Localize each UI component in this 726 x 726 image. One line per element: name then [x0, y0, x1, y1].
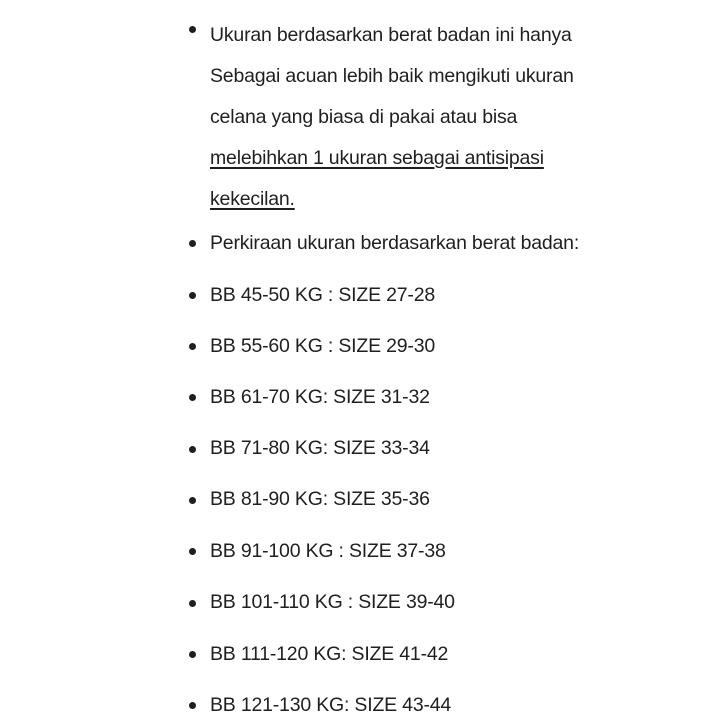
size-row-text: BB 121-130 KG: SIZE 43-44 — [210, 694, 452, 716]
intro-line-5-underlined: kekecilan. — [210, 188, 295, 210]
intro-line-2: Sebagai acuan lebih baik mengikuti ukuran — [210, 65, 574, 87]
size-row-text: BB 111-120 KG: SIZE 41-42 — [210, 643, 449, 665]
intro-line-4-underlined: melebihkan 1 ukuran sebagai antisipasi — [210, 147, 544, 169]
bullet-dot — [189, 446, 196, 453]
bullet-dot — [189, 292, 196, 299]
size-row-text: BB 91-100 KG : SIZE 37-38 — [210, 540, 446, 562]
bullet-dot — [189, 343, 196, 350]
intro-note-text — [210, 15, 574, 220]
bullet-dot — [189, 240, 196, 247]
size-row-text: BB 81-90 KG: SIZE 35-36 — [210, 488, 430, 510]
bullet-dot — [189, 702, 196, 709]
bullet-dot — [189, 651, 196, 658]
bullet-dot — [189, 497, 196, 504]
size-row-text: BB 45-50 KG : SIZE 27-28 — [210, 284, 435, 306]
size-row-text: BB 71-80 KG: SIZE 33-34 — [210, 437, 430, 459]
bullet-dot — [189, 548, 196, 555]
size-row-text: BB 101-110 KG : SIZE 39-40 — [210, 591, 455, 613]
intro-line-3: celana yang biasa di pakai atau bisa — [210, 106, 518, 128]
size-row-text: BB 61-70 KG: SIZE 31-32 — [210, 386, 430, 408]
bullet-dot — [189, 394, 196, 401]
bullet-dot — [189, 26, 196, 33]
intro-line-1: Ukuran berdasarkan berat badan ini hanya — [210, 24, 572, 46]
estimate-heading-text: Perkiraan ukuran berdasarkan berat badan: — [210, 232, 580, 254]
bullet-dot — [189, 600, 196, 607]
size-row-text: BB 55-60 KG : SIZE 29-30 — [210, 335, 435, 357]
